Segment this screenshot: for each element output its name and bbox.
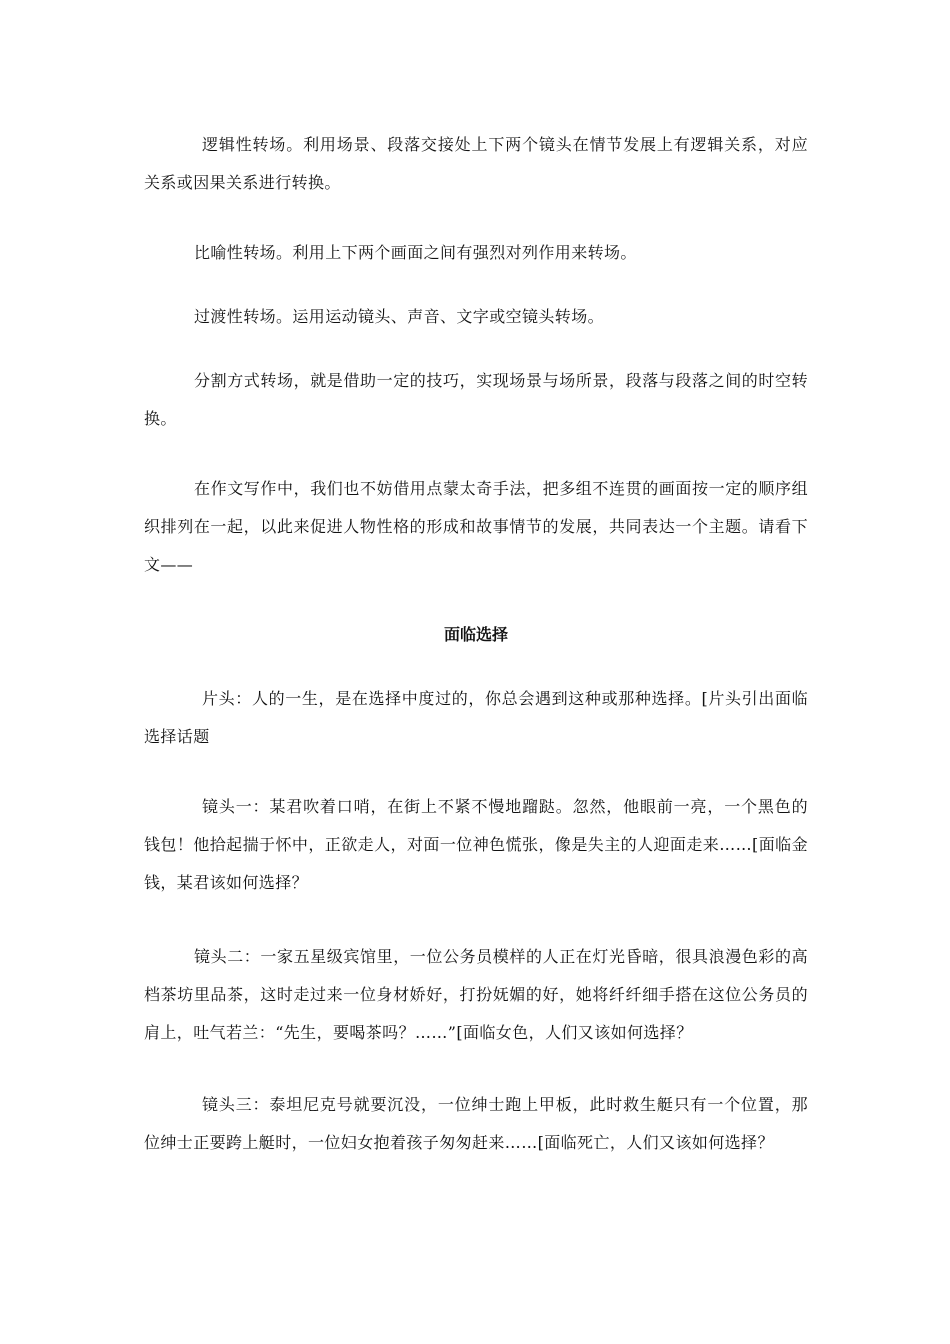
section-shot-two: 镜头二：一家五星级宾馆里，一位公务员模样的人正在灯光昏暗，很具浪漫色彩的高档茶坊里品茶，这时走过来一位身材娇好，打扮妩媚的好，她将纤纤细手搭在这位公务员的肩上，吐气若兰：“先生，要喝茶吗？……”[面临女色，人们又该如何选择？	[144, 947, 808, 1042]
article-title: 面临选择	[443, 625, 508, 644]
paragraph-montage-intro: 在作文写作中，我们也不妨借用点蒙太奇手法，把多组不连贯的画面按一定的顺序组织排列在一起，以此来促进人物性格的形成和故事情节的发展，共同表达一个主题。请看下文——	[144, 479, 808, 574]
paragraph-transitional-transition: 过渡性转场。运用运动镜头、声音、文字或空镜头转场。	[194, 307, 605, 326]
section-opening: 片头：人的一生，是在选择中度过的，你总会遇到这种或那种选择。[片头引出面临选择话题	[144, 689, 808, 746]
paragraph-split-transition: 分割方式转场，就是借助一定的技巧，实现场景与场所景，段落与段落之间的时空转换。	[144, 371, 808, 428]
section-shot-one: 镜头一：某君吹着口哨，在街上不紧不慢地蹓跶。忽然，他眼前一亮，一个黑色的钱包！他拾起揣于怀中，正欲走人，对面一位神色慌张，像是失主的人迎面走来……[面临金钱，某君该如何选择？	[144, 797, 808, 892]
paragraph-metaphor-transition: 比喻性转场。利用上下两个画面之间有强烈对列作用来转场。	[194, 243, 637, 262]
section-shot-three: 镜头三：泰坦尼克号就要沉没，一位绅士跑上甲板，此时救生艇只有一个位置，那位绅士正要跨上艇时，一位妇女抱着孩子匆匆赶来……[面临死亡，人们又该如何选择？	[144, 1095, 808, 1152]
paragraph-logical-transition: 逻辑性转场。利用场景、段落交接处上下两个镜头在情节发展上有逻辑关系，对应关系或因果关系进行转换。	[144, 135, 808, 192]
